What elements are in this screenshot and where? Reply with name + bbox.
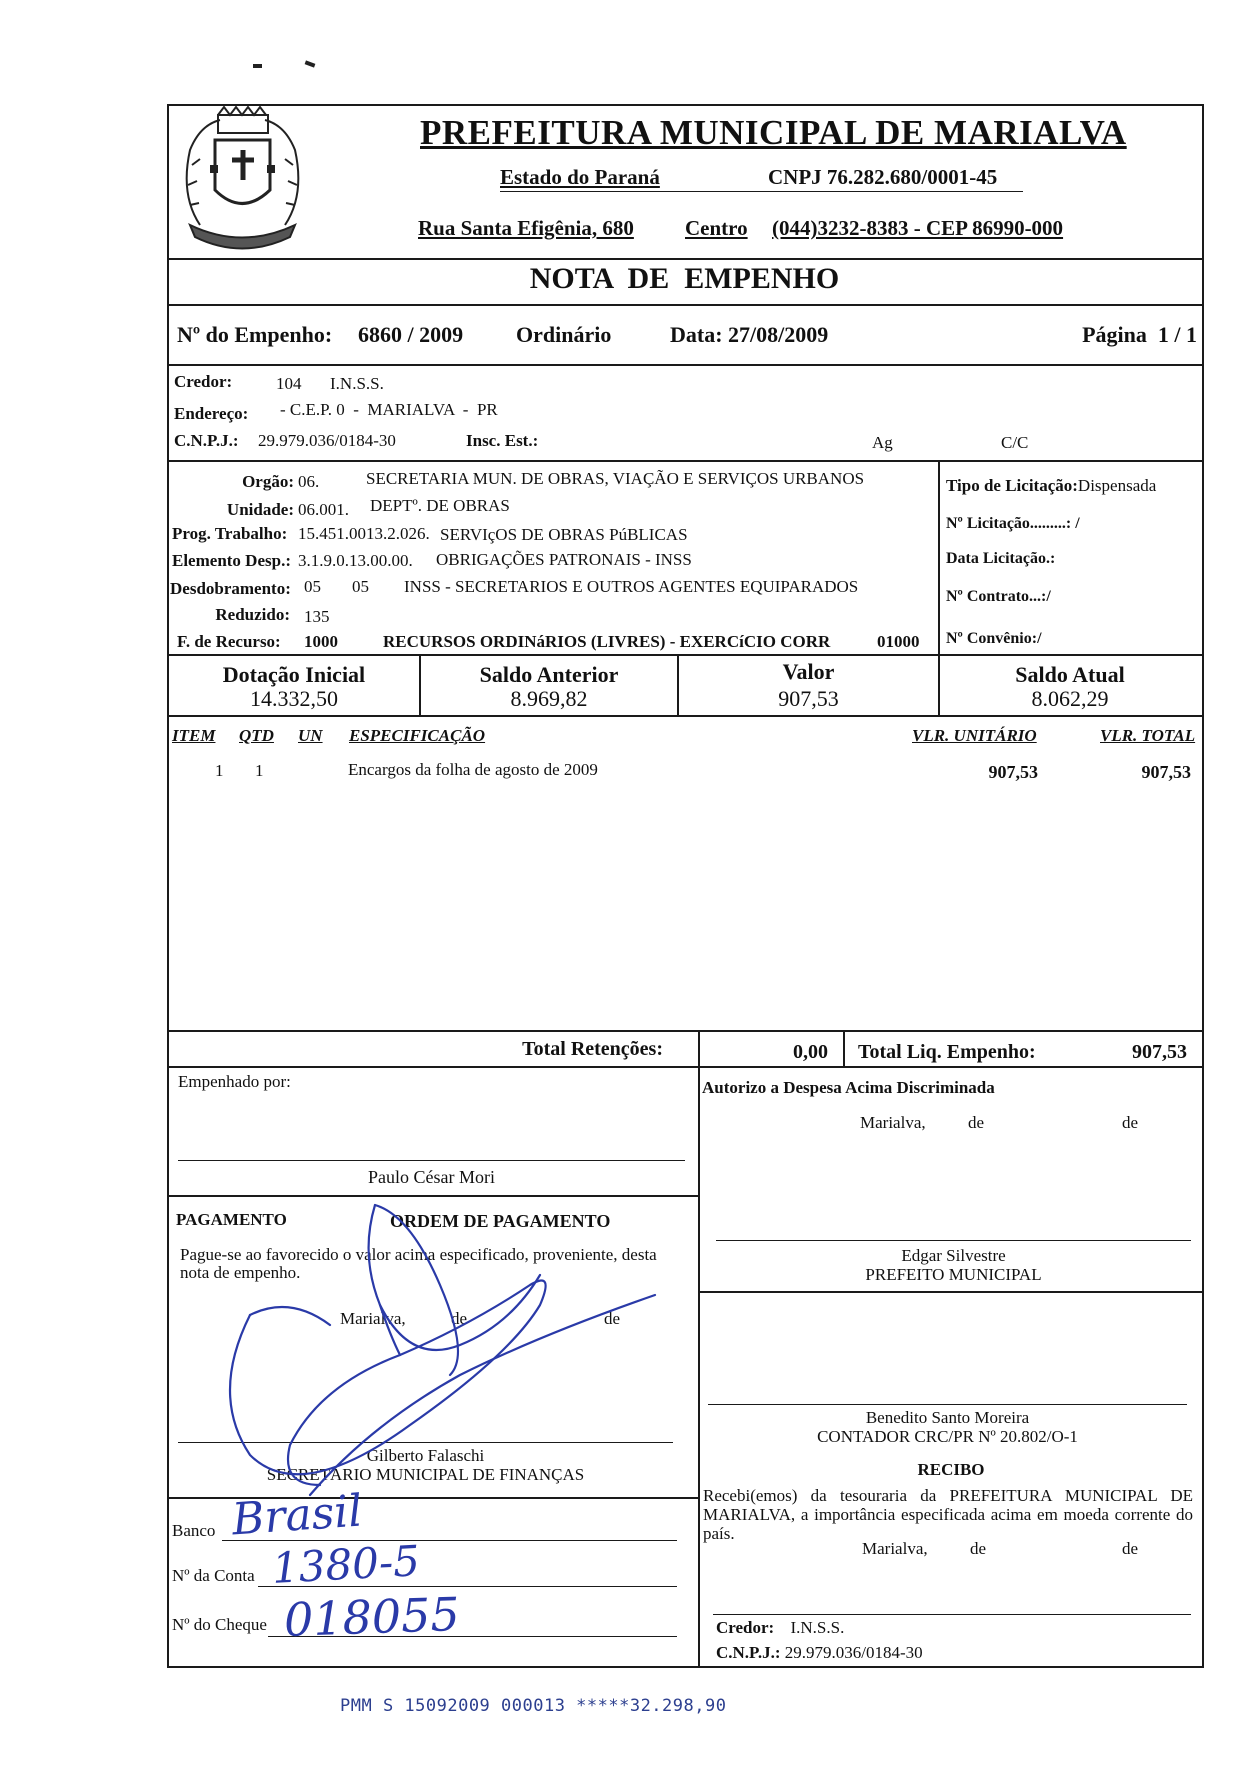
recibo-cnpj-value: 29.979.036/0184-30	[784, 1643, 923, 1662]
ordem-de-2: de	[604, 1309, 621, 1328]
desdobramento-code-1: 05	[304, 577, 321, 596]
signature-scribble	[210, 1195, 670, 1505]
dotacao-value: 14.332,50	[250, 686, 338, 711]
signature-line	[716, 1240, 1191, 1241]
retencoes-value: 0,00	[793, 1041, 828, 1063]
header-underline	[500, 191, 1023, 192]
district: Centro	[685, 216, 748, 240]
signature-line	[708, 1404, 1187, 1405]
empenho-date: Data: 27/08/2009	[670, 322, 829, 347]
elemento-label: Elemento Desp.:	[172, 551, 291, 570]
street-address: Rua Santa Efigênia, 680	[418, 216, 634, 240]
recibo-de-1: de	[970, 1539, 987, 1558]
licitacao-type	[946, 476, 1156, 496]
address-label: Endereço:	[174, 404, 249, 423]
recibo-credor-label: Credor:	[716, 1618, 775, 1637]
recibo-place: Marialva,	[862, 1539, 928, 1558]
credor-name: I.N.S.S.	[330, 374, 384, 393]
signature-line	[178, 1160, 685, 1161]
recibo-cnpj	[716, 1643, 923, 1663]
unidade-desc: DEPTº. DE OBRAS	[370, 496, 510, 515]
document-title: NOTA DE EMPENHO	[529, 262, 840, 295]
retencoes-label: Total Retenções:	[522, 1038, 663, 1060]
saldo-anterior-value: 8.969,82	[510, 686, 588, 711]
contrato-number: Nº Contrato...:/	[946, 588, 1051, 605]
autorizo-place: Marialva,	[860, 1113, 926, 1132]
payment-stamp: PMM S 15092009 000013 *****32.298,90	[340, 1696, 727, 1716]
ordem-text: Pague-se ao favorecido o valor acima especificado, proveniente, desta nota de empenho.	[180, 1245, 657, 1282]
unidade-label: Unidade:	[226, 500, 294, 519]
saldo-anterior-label: Saldo Anterior	[479, 662, 619, 687]
recibo-credor	[716, 1618, 844, 1638]
col-total-value: VLR. TOTAL	[1100, 726, 1196, 745]
empenhado-name: Paulo César Mori	[368, 1167, 495, 1187]
desdobramento-desc: INSS - SECRETARIOS E OUTROS AGENTES EQUIPARADOS	[404, 577, 859, 596]
divider	[167, 258, 1202, 260]
banco-label: Banco	[172, 1521, 216, 1540]
accountant-name: Benedito Santo Moreira	[865, 1408, 1030, 1427]
recibo-text: Recebi(emos) da tesouraria da PREFEITURA MUNICIPAL DE MARIALVA, a importância especificada acima em moeda corrente do país.	[703, 1486, 1193, 1543]
desdobramento-label: Desdobramento:	[170, 579, 291, 598]
empenho-number: 6860 / 2009	[358, 322, 464, 347]
recibo-label: RECIBO	[917, 1460, 985, 1479]
credor-label: Credor:	[174, 372, 233, 391]
state-name: Estado do Paraná	[500, 165, 660, 189]
unidade-code: 06.001.	[298, 500, 349, 519]
recurso-desc: RECURSOS ORDINáRIOS (LIVRES) - EXERCíCIO CORR	[383, 632, 831, 651]
convenio-number: Nº Convênio:/	[946, 630, 1042, 647]
divider-vertical	[698, 1066, 700, 1666]
credor-code: 104	[276, 374, 302, 393]
secretary-name: Gilberto Falaschi	[366, 1446, 485, 1465]
phone-cep: (044)3232-8383 - CEP 86990-000	[772, 216, 1064, 240]
autorizo-de-1: de	[968, 1113, 985, 1132]
valor-value: 907,53	[778, 686, 839, 711]
accountant-title: CONTADOR CRC/PR Nº 20.802/O-1	[817, 1427, 1078, 1446]
desdobramento-code-2: 05	[352, 577, 369, 596]
empenho-number-label: Nº do Empenho:	[177, 322, 333, 347]
divider	[167, 715, 1202, 717]
divider	[167, 1066, 1202, 1068]
col-qtd: QTD	[239, 726, 274, 745]
autorizo-de-2: de	[1122, 1113, 1139, 1132]
autorizo-label: Autorizo a Despesa Acima Discriminada	[702, 1078, 995, 1097]
scan-speck	[305, 60, 316, 67]
orgao-label: Orgão:	[242, 472, 294, 491]
insc-est-label: Insc. Est.:	[466, 431, 539, 450]
mayor-name: Edgar Silvestre	[901, 1246, 1006, 1265]
signature-line	[713, 1614, 1191, 1615]
col-item: ITEM	[172, 726, 216, 745]
credor-cnpj: 29.979.036/0184-30	[258, 431, 396, 450]
conta-label: Nº da Conta	[172, 1566, 255, 1585]
valor-label: Valor	[782, 659, 835, 684]
credor-address: - C.E.P. 0 - MARIALVA - PR	[280, 400, 498, 419]
handwritten-cheque: 018055	[283, 1586, 461, 1648]
item-number: 1	[215, 761, 224, 780]
item-total-price: 907,53	[1141, 762, 1191, 782]
ordem-label: ORDEM DE PAGAMENTO	[390, 1211, 611, 1231]
divider	[698, 1291, 1202, 1293]
ordem-place: Marialva,	[340, 1309, 406, 1328]
recurso-label: F. de Recurso:	[177, 632, 281, 651]
item-description: Encargos da folha de agosto de 2009	[348, 760, 598, 779]
handwritten-bank: Brasil	[230, 1485, 364, 1546]
licitacao-date: Data Licitação.:	[946, 550, 1056, 567]
ordem-de-1: de	[451, 1309, 468, 1328]
divider	[167, 654, 1202, 656]
elemento-code: 3.1.9.0.13.00.00.	[298, 551, 413, 570]
recibo-credor-value: I.N.S.S.	[790, 1618, 845, 1637]
elemento-desc: OBRIGAÇÕES PATRONAIS - INSS	[436, 550, 692, 569]
municipal-crest-logo	[170, 105, 315, 255]
licitacao-type-value: Dispensada	[1077, 476, 1157, 495]
recibo-cnpj-label: C.N.P.J.:	[716, 1643, 781, 1662]
dotacao-label: Dotação Inicial	[222, 662, 366, 687]
divider-vertical	[843, 1030, 845, 1066]
divider	[167, 1030, 1202, 1032]
item-qty: 1	[255, 761, 264, 780]
saldo-atual-label: Saldo Atual	[1015, 662, 1125, 687]
licitacao-type-label: Tipo de Licitação:	[946, 476, 1078, 495]
reduzido-value: 135	[304, 607, 330, 626]
mayor-title: PREFEITO MUNICIPAL	[865, 1265, 1042, 1284]
item-unit-price: 907,53	[988, 762, 1038, 782]
page-number: Página 1 / 1	[1082, 322, 1197, 347]
ag-label: Ag	[872, 433, 893, 452]
recurso-code: 1000	[304, 632, 338, 651]
pagamento-label: PAGAMENTO	[176, 1210, 287, 1229]
recurso-extra: 01000	[877, 632, 920, 651]
col-unit-value: VLR. UNITÁRIO	[912, 726, 1037, 745]
scan-speck	[253, 64, 262, 68]
empenho-type: Ordinário	[516, 322, 612, 347]
divider	[167, 304, 1202, 306]
cnpj-header: CNPJ 76.282.680/0001-45	[768, 165, 998, 189]
liquid-total-label: Total Liq. Empenho:	[858, 1041, 1036, 1063]
cheque-label: Nº do Cheque	[172, 1615, 267, 1634]
cnpj-label: C.N.P.J.:	[174, 431, 239, 450]
divider-vertical	[938, 460, 940, 654]
prog-desc: SERVIçOS DE OBRAS PúBLICAS	[440, 525, 688, 544]
orgao-desc: SECRETARIA MUN. DE OBRAS, VIAÇÃO E SERVIÇOS URBANOS	[366, 469, 865, 488]
divider	[167, 364, 1202, 366]
licitacao-number: Nº Licitação.........: /	[946, 515, 1080, 532]
orgao-code: 06.	[298, 472, 320, 491]
col-un: UN	[298, 726, 323, 745]
secretary-title: SECRETÁRIO MUNICIPAL DE FINANÇAS	[266, 1465, 585, 1484]
prog-label: Prog. Trabalho:	[172, 524, 288, 543]
handwritten-account: 1380-5	[270, 1536, 421, 1593]
liquid-total-value: 907,53	[1132, 1041, 1187, 1063]
municipality-title: PREFEITURA MUNICIPAL DE MARIALVA	[420, 113, 1127, 152]
cc-label: C/C	[1001, 433, 1029, 452]
col-especificacao: ESPECIFICAÇÃO	[349, 726, 486, 745]
divider	[167, 460, 1202, 462]
prog-code: 15.451.0013.2.026.	[298, 524, 430, 543]
recibo-de-2: de	[1122, 1539, 1139, 1558]
reduzido-label: Reduzido:	[215, 605, 290, 624]
saldo-atual-value: 8.062,29	[1031, 686, 1109, 711]
empenhado-label: Empenhado por:	[178, 1072, 291, 1091]
